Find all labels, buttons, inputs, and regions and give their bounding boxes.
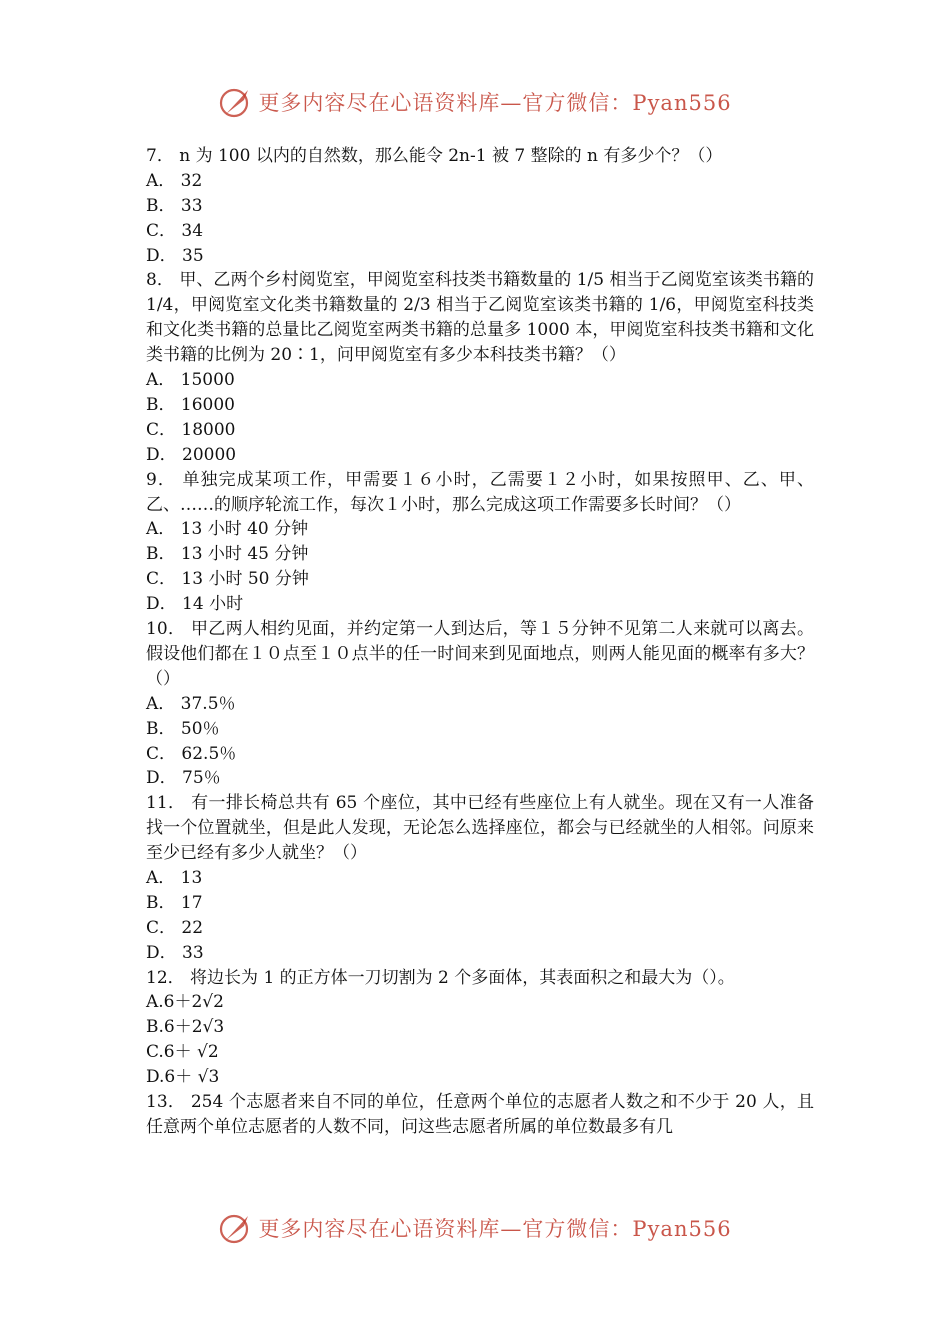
- option: A． 37.5％: [146, 693, 236, 714]
- option: B.6＋2√3: [146, 1017, 225, 1038]
- option: D． 33: [146, 942, 204, 963]
- option: B． 13 小时 45 分钟: [146, 544, 309, 565]
- option: A． 15000: [146, 370, 235, 391]
- option: A． 13 小时 40 分钟: [146, 519, 309, 540]
- option: C． 18000: [146, 419, 236, 440]
- question-stem: 9． 单独完成某项工作，甲需要１６小时，乙需要１２小时，如果按照甲、乙、甲、乙、……的顺序轮流工作，每次１小时，那么完成这项工作需要多长时间？（）: [146, 469, 814, 515]
- option: D.6＋ √3: [146, 1067, 220, 1088]
- option: D． 20000: [146, 444, 237, 465]
- option: B． 50％: [146, 718, 220, 739]
- option: B． 17: [146, 892, 203, 913]
- option: C． 22: [146, 917, 204, 938]
- question-stem: 8． 甲、乙两个乡村阅览室，甲阅览室科技类书籍数量的 1/5 相当于乙阅览室该类书籍的 1/4，甲阅览室文化类书籍数量的 2/3 相当于乙阅览室该类书籍的 1/6，甲阅览室科技类和文化类书籍的总量比乙阅览室两类书籍的总量多 1000 本，甲阅览室科技类书籍和文化类书籍的比例为 20∶1，问甲阅览室有多少本科技类书籍？（）: [146, 270, 814, 366]
- question-stem: 13． 254 个志愿者来自不同的单位，任意两个单位的志愿者人数之和不少于 20 人，且任意两个单位志愿者的人数不同，问这些志愿者所属的单位数最多有几: [146, 1092, 814, 1137]
- question-stem: 7． n 为 100 以内的自然数，那么能令 2n-1 被 7 整除的 n 有多少个？（）: [146, 146, 723, 166]
- quill-logo-icon: [218, 84, 254, 120]
- watermark-text: 更多内容尽在心语资料库—官方微信：Pyan556: [258, 91, 732, 115]
- question-stem: 12． 将边长为 1 的正方体一刀切割为 2 个多面体，其表面积之和最大为（）。: [146, 967, 735, 988]
- option: C． 34: [146, 220, 204, 241]
- option: D． 35: [146, 245, 204, 266]
- option: A． 32: [146, 170, 203, 191]
- footer-watermark-banner: [0, 1204, 950, 1252]
- option: B． 33: [146, 195, 203, 216]
- question-stem: 11． 有一排长椅总共有 65 个座位，其中已经有些座位上有人就坐。现在又有一人准备找一个位置就坐，但是此人发现，无论怎么选择座位，都会与已经就坐的人相邻。问原来至少已经有多少人就坐？（）: [146, 793, 814, 864]
- option: C.6＋ √2: [146, 1042, 219, 1063]
- option: D． 75％: [146, 768, 221, 789]
- watermark-text: 更多内容尽在心语资料库—官方微信：Pyan556: [258, 1217, 732, 1241]
- option: C． 62.5％: [146, 743, 237, 764]
- option: A.6＋2√2: [146, 992, 224, 1013]
- option: D． 14 小时: [146, 594, 244, 615]
- option: A． 13: [146, 868, 203, 889]
- question-stem: 10． 甲乙两人相约见面，并约定第一人到达后，等１５分钟不见第二人来就可以离去。假设他们都在１０点至１０点半的任一时间来到见面地点，则两人能见面的概率有多大？（）: [146, 619, 814, 689]
- header-watermark-banner: [0, 78, 950, 126]
- option: C． 13 小时 50 分钟: [146, 569, 309, 590]
- quill-logo-icon: [218, 1210, 254, 1246]
- option: B． 16000: [146, 394, 235, 415]
- question-list: [146, 144, 814, 1140]
